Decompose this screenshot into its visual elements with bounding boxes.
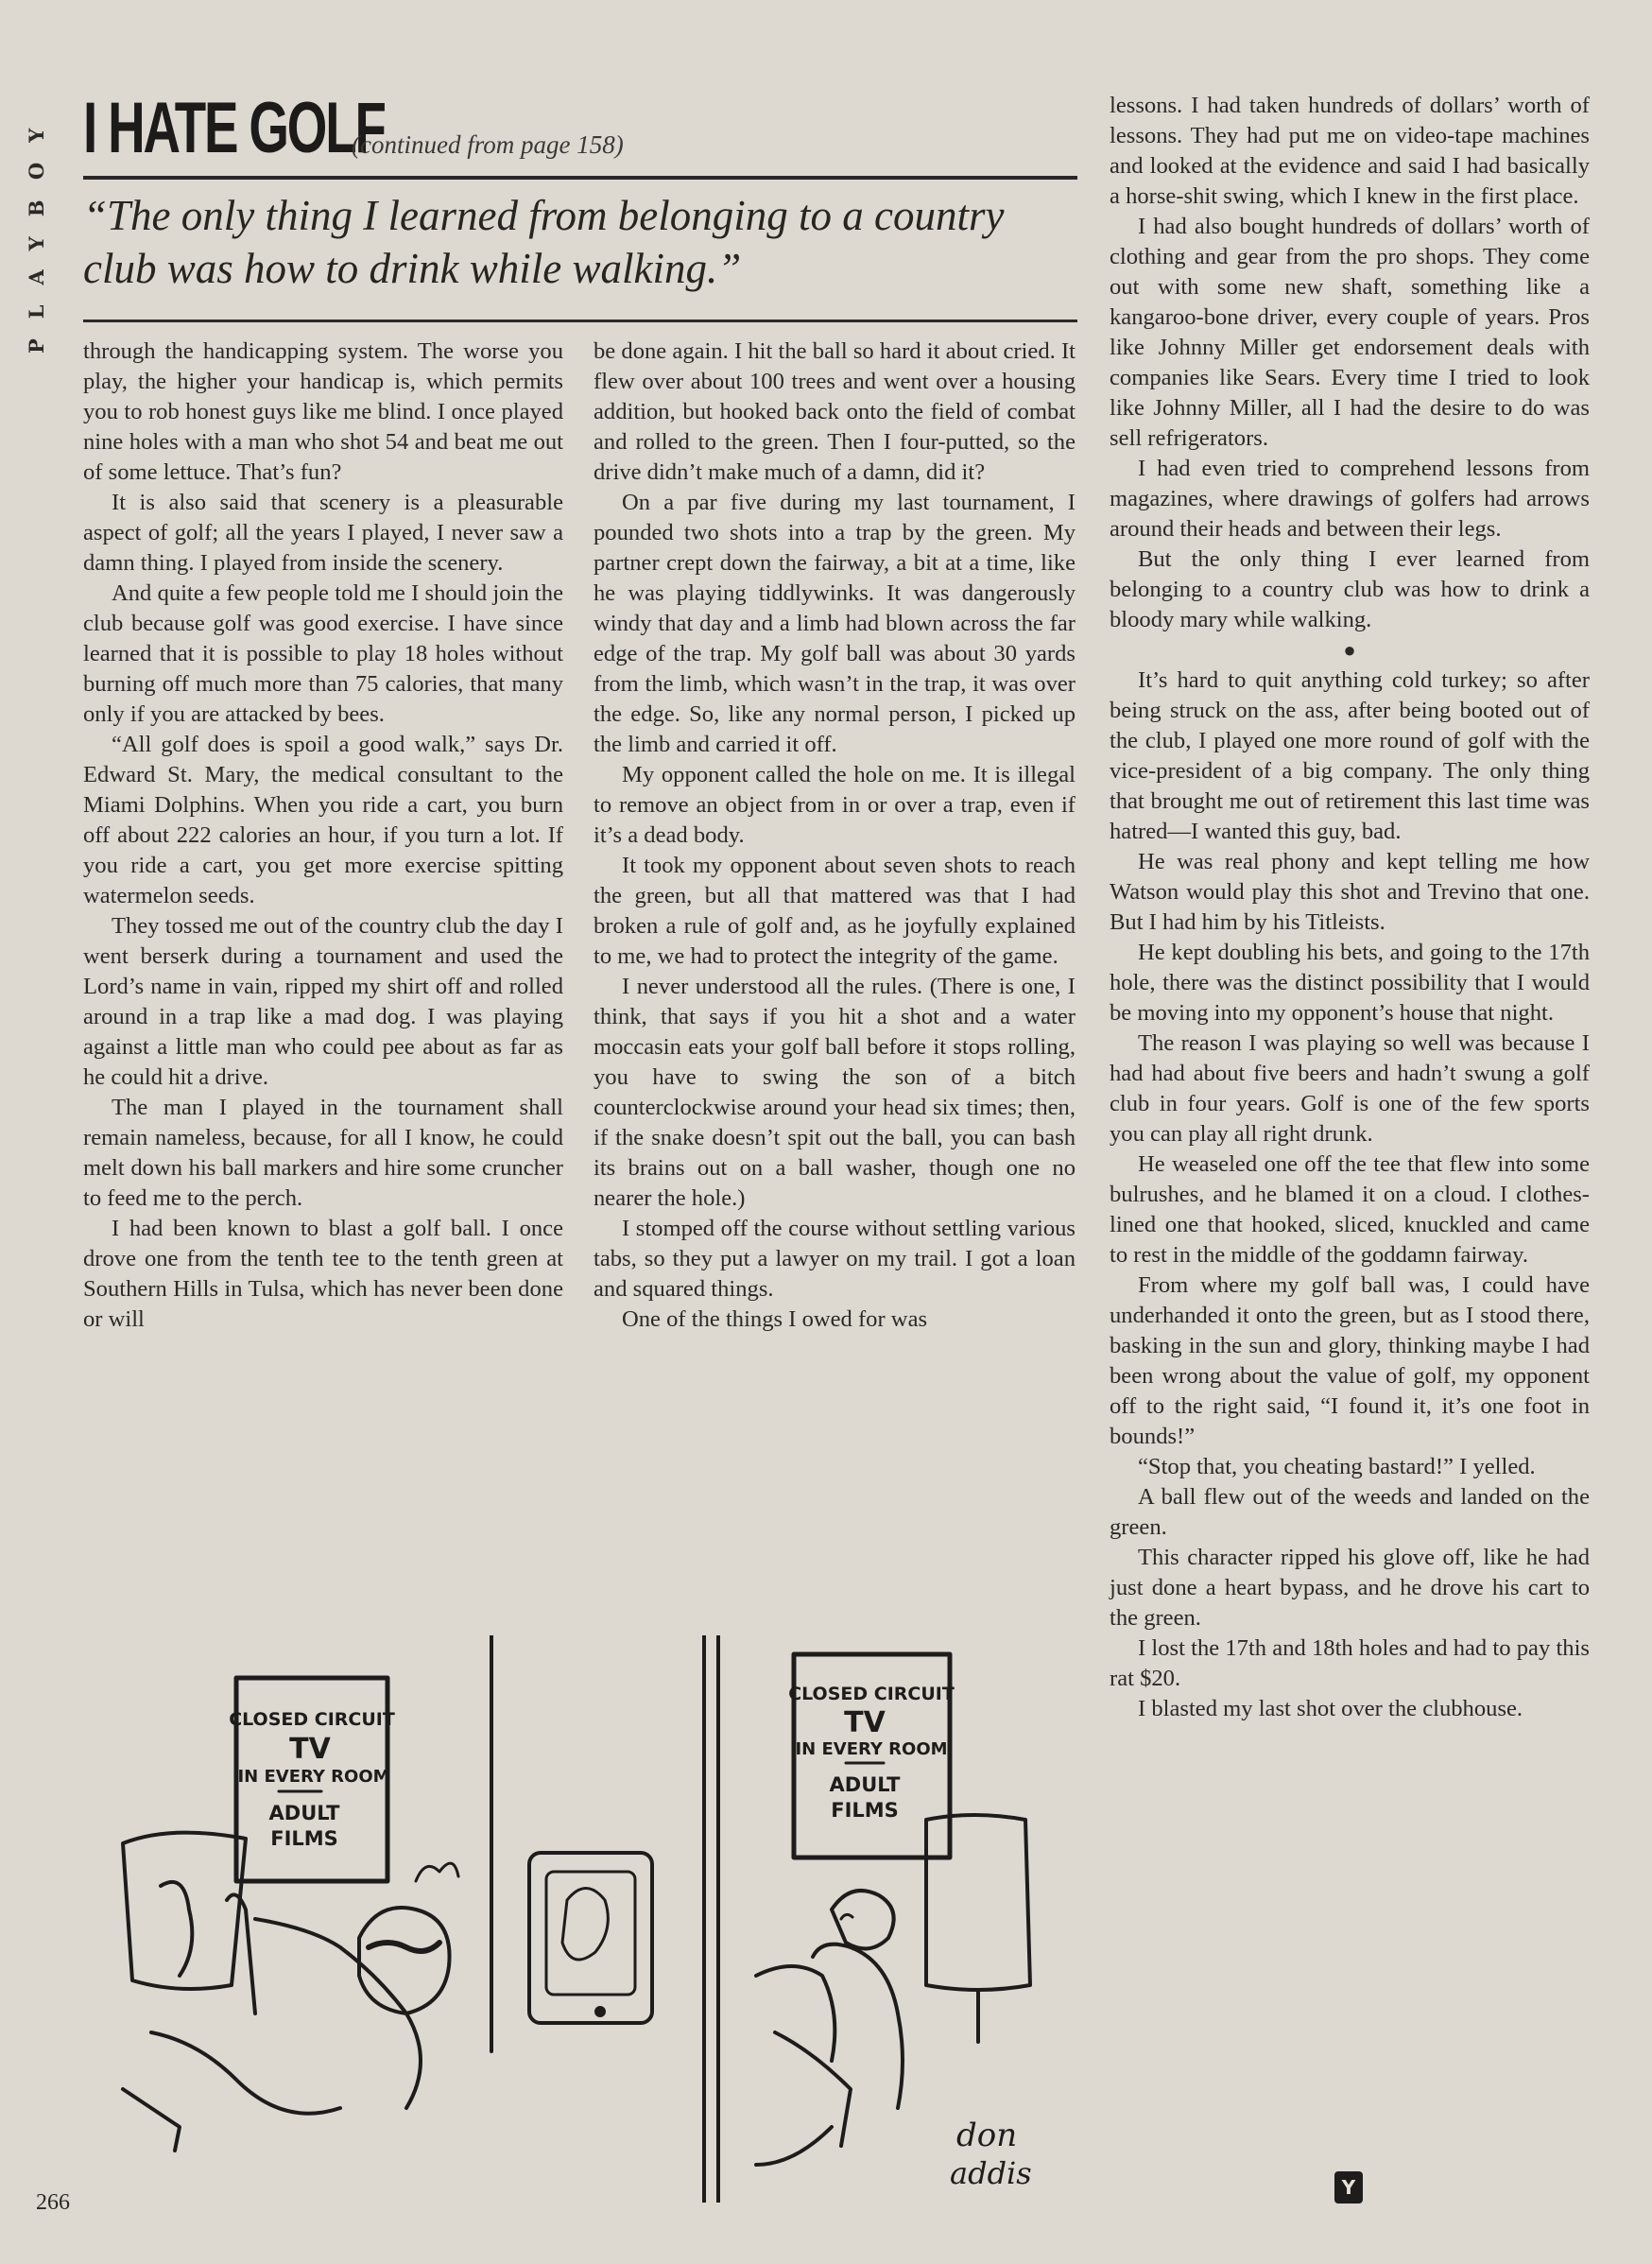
paragraph: I never understood all the rules. (There is one, I think, that says if you hit a shot and a water moccasin eats your golf ball before it stops rolling, you have to swing the son of a bitch counterclockwise around your head six times; then, if the snake doesn’t spit out the ball, you can bash its brains out on a ball washer, though one no nearer the hole.) [594, 974, 1076, 1211]
paragraph: A ball flew out of the weeds and landed on the green. [1110, 1484, 1590, 1540]
paragraph: One of the things I owed for was [622, 1306, 928, 1332]
paragraph: It’s hard to quit anything cold turkey; so after being struck on the ass, after being booted out of the club, I played one more round of golf with the vice-president of a big company. The only thing that brought me out of retirement this last time was hatred—I wanted this guy, bad. [1110, 667, 1590, 844]
sign-right-line3: IN EVERY ROOM [795, 1739, 948, 1759]
paragraph: He was real phony and kept telling me how Watson would play this shot and Trevino that one. But I had him by his Titleists. [1110, 849, 1590, 935]
article-title: I HATE GOLF [83, 88, 385, 168]
paragraph: “Stop that, you cheating bastard!” I yelled. [1138, 1454, 1536, 1479]
lamp-right [926, 1815, 1030, 1990]
paragraph: He kept doubling his bets, and going to the 17th hole, there was the distinct possibility that I would be moving into my opponent’s house that night. [1110, 940, 1590, 1026]
section-break-bullet: ● [1343, 638, 1356, 662]
paragraph: This character ripped his glove off, like he had just done a heart bypass, and he drove his cart to the green. [1110, 1545, 1590, 1631]
cartoon-illustration [95, 1635, 1077, 2203]
end-mark-logo: Y [1334, 2171, 1363, 2204]
paragraph: It took my opponent about seven shots to reach the green, but all that mattered was that I had broken a rule of golf and, as he joyfully explained to me, we had to protect the integrity of the game. [594, 853, 1076, 969]
paragraph: My opponent called the hole on me. It is illegal to remove an object from in or over a trap, even if it’s a dead body. [594, 762, 1076, 848]
sign-left-line3: IN EVERY ROOM [237, 1767, 390, 1787]
paragraph: lessons. I had taken hundreds of dollars’ worth of lessons. They had put me on video-tape machines and looked at the evidence and said I had basically a horse-shit swing, which I knew in the first place. [1110, 93, 1590, 209]
paragraph: He weaseled one off the tee that flew into some bulrushes, and he blamed it on a cloud. I clothes-lined one that hooked, sliced, knuckled and came to rest in the middle of the goddamn fairway. [1110, 1151, 1590, 1268]
continued-line: (continued from page 158) [352, 130, 624, 159]
column-1 [83, 337, 563, 1335]
paragraph: The man I played in the tournament shall remain nameless, because, for all I know, he could melt down his ball markers and hire some cruncher to feed me to the perch. [83, 1095, 563, 1211]
paragraph: I stomped off the course without settling various tabs, so they put a lawyer on my trail. I got a loan and squared things. [594, 1216, 1076, 1302]
sign-right-line5: FILMS [831, 1799, 899, 1822]
paragraph: But the only thing I ever learned from belonging to a country club was how to drink a bloody mary while walking. [1110, 546, 1590, 632]
sign-right-line1: CLOSED CIRCUIT [788, 1684, 955, 1704]
pull-quote: “The only thing I learned from belonging to a country club was how to drink while walking.” [83, 192, 1005, 292]
paragraph: From where my golf ball was, I could have underhanded it onto the green, but as I stood there, basking in the sun and glory, thinking maybe I had been wrong about the value of golf, my opponent off to the right said, “I found it, it’s one foot in bounds!” [1110, 1272, 1590, 1449]
woman-head [359, 1908, 450, 2013]
paragraph: And quite a few people told me I should join the club because golf was good exercise. I have since learned that it is possible to play 18 holes without burning off much more than 75 calories, that many only if you are attacked by bees. [83, 580, 563, 727]
top-rule [83, 176, 1077, 180]
sign-left-line1: CLOSED CIRCUIT [229, 1709, 395, 1730]
paragraph: “All golf does is spoil a good walk,” says Dr. Edward St. Mary, the medical consultant to the Miami Dolphins. When you ride a cart, you burn off about 222 calories an hour, if you turn a lot. If you ride a cart, you get more exercise spitting watermelon seeds. [83, 732, 563, 908]
artist-signature-first: don [956, 2117, 1018, 2154]
paragraph: I lost the 17th and 18th holes and had to pay this rat $20. [1110, 1635, 1590, 1691]
column-2 [594, 337, 1076, 1335]
magazine-spine-label: PLAYBOY [25, 108, 48, 354]
paragraph: The reason I was playing so well was because I had had about five beers and hadn’t swung a golf club in four years. Golf is one of the few sports you can play all right drunk. [1110, 1030, 1590, 1147]
paragraph: I had been known to blast a golf ball. I once drove one from the tenth tee to the tenth green at Southern Hills in Tulsa, which has never been done or will [83, 1216, 563, 1332]
paragraph: be done again. I hit the ball so hard it about cried. It flew over about 100 trees and went over a housing addition, but hooked back onto the field of combat and rolled to the green. Then I four-putted, so the drive didn’t make much of a damn, did it? [594, 338, 1076, 485]
sign-right-line2: TV [844, 1706, 886, 1739]
paragraph: I blasted my last shot over the clubhouse. [1138, 1696, 1523, 1721]
paragraph: I had also bought hundreds of dollars’ worth of clothing and gear from the pro shops. They come out with some new shaft, something like a kangaroo-bone driver, every couple of years. Pros like Johnny Miller get endorsement deals with companies like Sears. Every time I tried to look like Johnny Miller, all I had the desire to do was sell refrigerators. [1110, 214, 1590, 451]
column-3 [1110, 91, 1590, 1724]
page-number: 266 [36, 2190, 70, 2215]
paragraph: On a par five during my last tournament, I pounded two shots into a trap by the green. My partner crept down the fairway, a bit at a time, like he was playing tiddlywinks. It was dangerously windy that day and a limb had blown across the far edge of the trap. My golf ball was about 30 yards from the limb, which wasn’t in the trap, it was over the edge. So, like any normal person, I picked up the limb and carried it off. [594, 490, 1076, 757]
paragraph: They tossed me out of the country club the day I went berserk during a tournament and used the Lord’s name in vain, ripped my shirt off and rolled around in a trap like a mad dog. I was playing against a little man who could pee about as far as he could hit a drive. [83, 913, 563, 1090]
sign-right-line4: ADULT [829, 1773, 901, 1796]
paragraph: It is also said that scenery is a pleasurable aspect of golf; all the years I played, I never saw a damn thing. I played from inside the scenery. [83, 490, 563, 576]
paragraph: through the handicapping system. The worse you play, the higher your handicap is, which permits you to rob honest guys like me blind. I once played nine holes with a man who shot 54 and beat me out of some lettuce. That’s fun? [83, 338, 563, 485]
sign-left-line2: TV [289, 1733, 331, 1766]
sign-left-line5: FILMS [270, 1827, 338, 1850]
sign-left-line4: ADULT [268, 1802, 340, 1824]
paragraph: I had even tried to comprehend lessons from magazines, where drawings of golfers had arrows around their heads and between their legs. [1110, 456, 1590, 542]
artist-signature-last: addis [950, 2155, 1032, 2191]
bottom-rule [83, 320, 1077, 322]
